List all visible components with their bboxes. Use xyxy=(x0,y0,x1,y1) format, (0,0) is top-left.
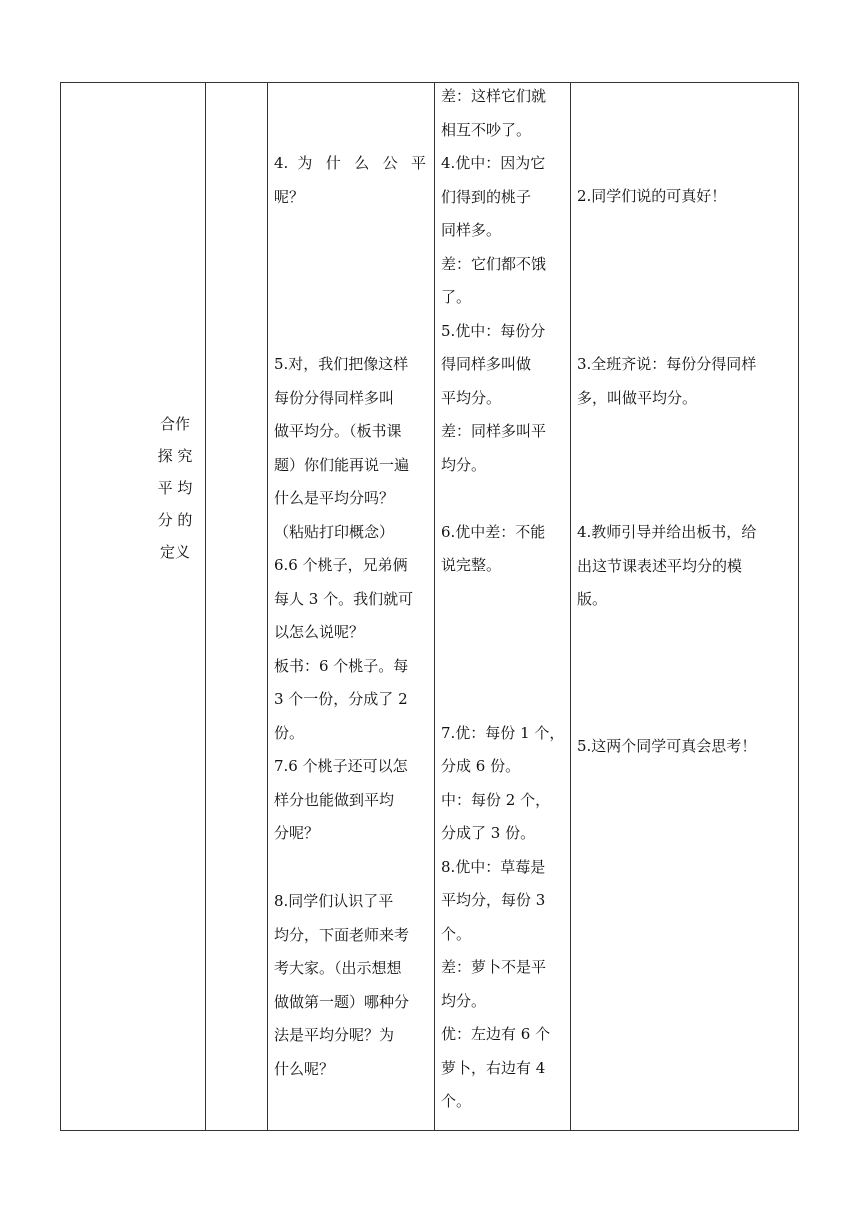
text-line: 考大家。（出示想想 xyxy=(274,959,402,977)
text-line: 板书：6 个桃子。每 xyxy=(274,656,409,675)
text-line: 差：同样多叫平 xyxy=(441,422,547,440)
text-line: 5.优中：每份分 xyxy=(441,321,546,340)
text-line: 8.优中：草莓是 xyxy=(441,857,546,876)
text-line xyxy=(441,683,567,717)
feedback-2 xyxy=(577,180,795,214)
text-line: 2.同学们说的可真好！ xyxy=(577,187,727,205)
student-answers xyxy=(441,80,567,1119)
text-line: 法是平均分呢？为 xyxy=(274,1026,395,1044)
text-line: 样分也能做到平均 xyxy=(274,790,395,809)
section-label-line: 平 均 xyxy=(157,479,193,497)
text-line: 4.教师引导并给出板书，给 xyxy=(577,523,757,541)
text-line: 分成 6 份。 xyxy=(441,757,521,775)
text-line: 7.6 个桃子还可以怎 xyxy=(274,757,408,775)
text-line: 4. 为 什 么 公 平 xyxy=(274,154,426,172)
text-line: 分呢？ xyxy=(274,824,320,842)
text-line: 相互不吵了。 xyxy=(441,120,532,139)
text-line: 个。 xyxy=(441,1092,472,1110)
column-divider xyxy=(205,83,206,1130)
text-line: 萝卜，右边有 4 xyxy=(441,1058,546,1077)
text-line: 6.6 个桃子，兄弟俩 xyxy=(274,556,408,574)
text-line: 做平均分。（板书课 xyxy=(274,422,402,440)
text-line: 差：萝卜不是平 xyxy=(441,958,547,976)
section-label-line: 分 的 xyxy=(157,511,193,529)
text-line: 平均分，每份 3 xyxy=(441,891,546,909)
text-line: 5.这两个同学可真会思考！ xyxy=(577,737,757,755)
feedback-3 xyxy=(577,348,795,415)
text-line: 8.同学们认识了平 xyxy=(274,892,394,910)
text-line: 中：每份 2 个， xyxy=(441,790,551,809)
text-line: 份。 xyxy=(274,723,305,742)
section-label xyxy=(146,408,204,568)
text-line xyxy=(441,650,567,684)
text-line: 每份分得同样多叫 xyxy=(274,388,395,407)
section-label-line: 探 究 xyxy=(157,447,193,465)
text-line: 差：这样它们就 xyxy=(441,87,547,105)
text-line: （粘贴打印概念） xyxy=(274,522,395,541)
text-line xyxy=(441,616,567,650)
text-line: 了。 xyxy=(441,288,472,306)
column-divider xyxy=(434,83,435,1130)
text-line: 平均分。 xyxy=(441,388,502,407)
text-line: 同样多。 xyxy=(441,221,502,239)
text-line: 版。 xyxy=(577,590,608,608)
text-line: 优：左边有 6 个 xyxy=(441,1025,551,1043)
text-line: 什么是平均分吗？ xyxy=(274,489,395,507)
text-line: 6.优中差：不能 xyxy=(441,522,546,541)
text-line: 以怎么说呢？ xyxy=(274,623,365,641)
text-line xyxy=(441,482,567,516)
text-line: 均分，下面老师来考 xyxy=(274,925,410,944)
text-line: 做做第一题）哪种分 xyxy=(274,992,410,1011)
text-line: 什么呢？ xyxy=(274,1059,335,1078)
text-line: 每人 3 个。我们就可 xyxy=(274,589,414,608)
text-line: 4.优中：因为它 xyxy=(441,154,546,172)
teacher-question-5-7 xyxy=(274,348,426,851)
column-divider xyxy=(570,83,571,1130)
text-line: 3 个一份，分成了 2 xyxy=(274,690,408,708)
text-line: 呢？ xyxy=(274,187,305,206)
text-line: 们得到的桃子 xyxy=(441,187,532,206)
teacher-question-8 xyxy=(274,885,426,1086)
section-label-line: 定义 xyxy=(159,543,190,561)
text-line: 3.全班齐说：每份分得同样 xyxy=(577,355,757,373)
text-line: 个。 xyxy=(441,924,472,943)
text-line: 均分。 xyxy=(441,991,487,1010)
text-line: 5.对，我们把像这样 xyxy=(274,355,409,373)
feedback-5 xyxy=(577,730,795,764)
text-line: 多，叫做平均分。 xyxy=(577,388,698,407)
text-line: 7.优：每份 1 个， xyxy=(441,723,565,742)
feedback-4 xyxy=(577,516,795,617)
text-line: 说完整。 xyxy=(441,556,502,574)
text-line: 差：它们都不饿 xyxy=(441,254,547,273)
column-divider xyxy=(267,83,268,1130)
text-line: 出这节课表述平均分的模 xyxy=(577,556,743,575)
text-line xyxy=(441,583,567,617)
text-line: 题）你们能再说一遍 xyxy=(274,455,410,474)
text-line: 得同样多叫做 xyxy=(441,355,532,373)
text-line: 分成了 3 份。 xyxy=(441,824,536,842)
section-label-line: 合作 xyxy=(159,415,190,433)
text-line: 均分。 xyxy=(441,455,487,474)
teacher-question-4 xyxy=(274,147,426,214)
